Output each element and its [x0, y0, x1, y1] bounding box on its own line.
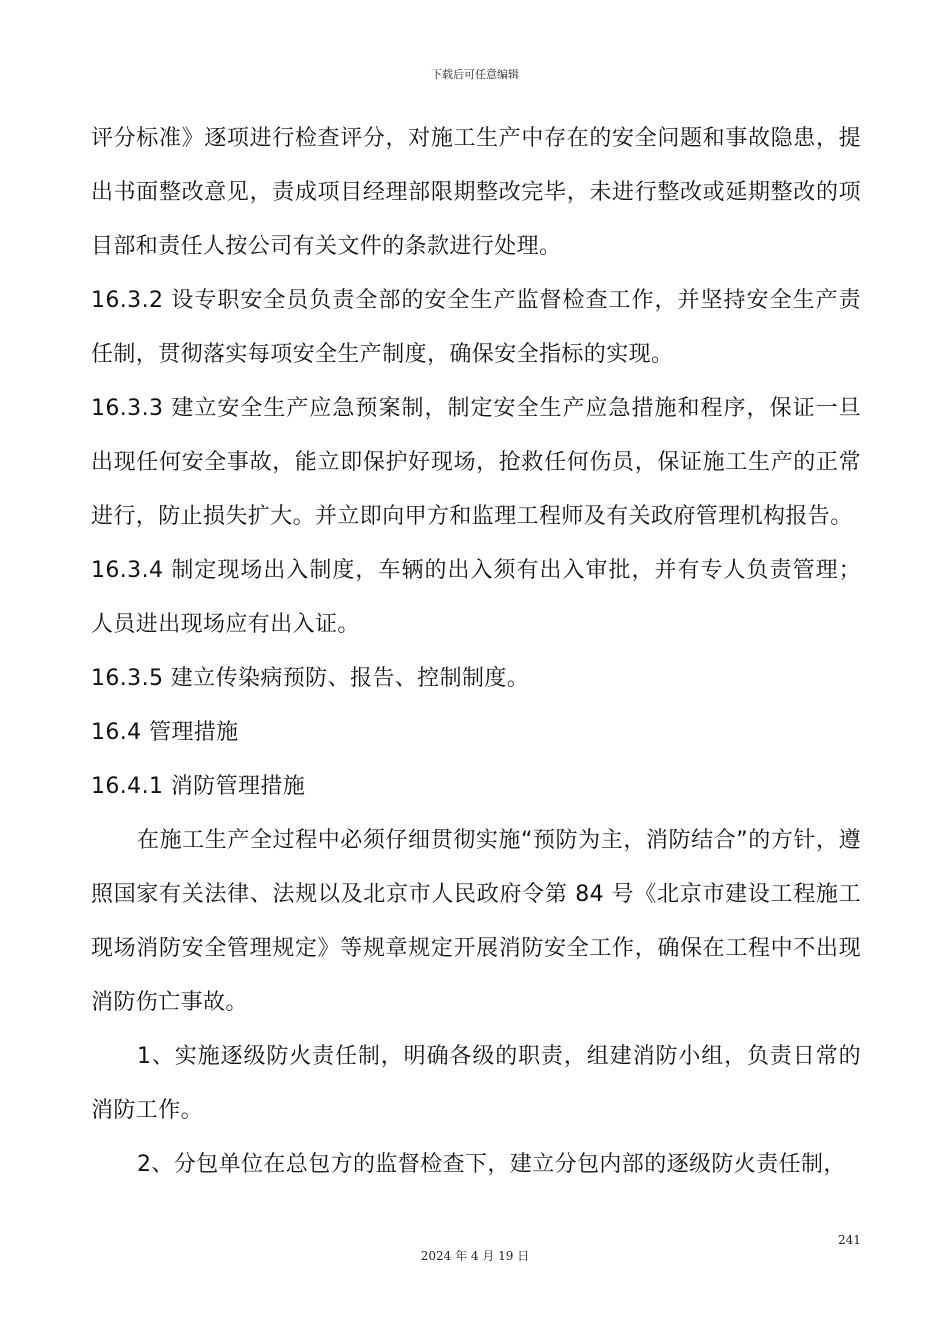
paragraph: 16.3.5 建立传染病预防、报告、控制制度。: [91, 666, 530, 691]
paragraph: 16.3.3 建立安全生产应急预案制，制定安全生产应急措施和程序，保证一旦出现任何安全事故，能立即保护好现场，抢救任何伤员，保证施工生产的正常进行，防止损失扩大。并立即向甲方和监理工程师及有关政府管理机构报告。: [91, 396, 861, 529]
list-item: 1、实施逐级防火责任制，明确各级的职责，组建消防小组，负责日常的消防工作。: [91, 1044, 861, 1123]
paragraph: 16.3.4 制定现场出入制度，车辆的出入须有出入审批，并有专人负责管理；人员进出现场应有出入证。: [91, 558, 861, 637]
page-header: 下载后可任意编辑: [431, 68, 519, 81]
paragraph: 在施工生产全过程中必须仔细贯彻实施“预防为主，消防结合”的方针，遵照国家有关法律、法规以及北京市人民政府令第 84 号《北京市建设工程施工现场消防安全管理规定》等规章规定开展消防安全工作，确保在工程中不出现消防伤亡事故。: [91, 828, 861, 1015]
paragraph: 16.3.2 设专职安全员负责全部的安全生产监督检查工作，并坚持安全生产责任制，贯彻落实每项安全生产制度，确保安全指标的实现。: [91, 288, 861, 367]
section-heading: 16.4 管理措施: [91, 720, 239, 745]
list-item: 2、分包单位在总包方的监督检查下，建立分包内部的逐级防火责任制，: [137, 1152, 846, 1177]
document-body: [91, 112, 861, 1192]
footer-date: 2024 年 4 月 19 日: [420, 1249, 530, 1263]
page-number: 241: [838, 1233, 861, 1247]
paragraph: 评分标准》逐项进行检查评分，对施工生产中存在的安全问题和事故隐患，提出书面整改意见，责成项目经理部限期整改完毕，未进行整改或延期整改的项目部和责任人按公司有关文件的条款进行处理。: [91, 126, 861, 259]
subsection-heading: 16.4.1 消防管理措施: [91, 774, 306, 799]
